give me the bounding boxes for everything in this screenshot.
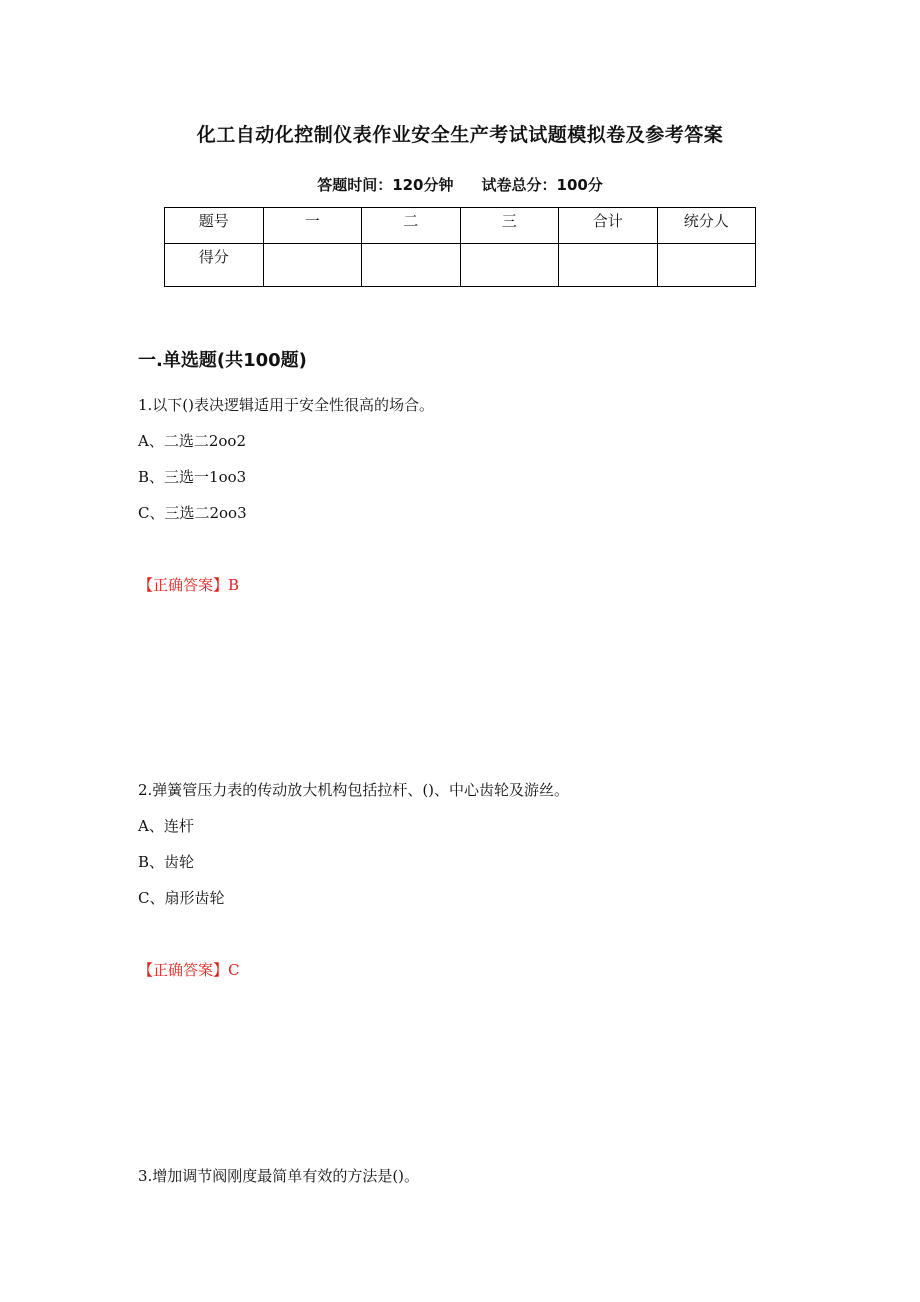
score-row-label: 得分 bbox=[165, 244, 264, 287]
question-option: C、扇形齿轮 bbox=[138, 889, 225, 907]
score-cell bbox=[559, 244, 658, 287]
question-option: A、二选二2oo2 bbox=[138, 432, 246, 450]
score-table bbox=[164, 207, 756, 287]
score-header-cell: 统分人 bbox=[657, 208, 756, 244]
score-cell bbox=[362, 244, 461, 287]
question-option: A、连杆 bbox=[138, 817, 194, 835]
question-option: C、三选二2oo3 bbox=[138, 504, 247, 522]
score-cell bbox=[263, 244, 362, 287]
exam-time: 答题时间：120分钟 bbox=[317, 176, 454, 194]
score-header-cell: 三 bbox=[460, 208, 559, 244]
correct-answer: 【正确答案】C bbox=[138, 961, 240, 979]
correct-answer: 【正确答案】B bbox=[138, 576, 240, 594]
score-header-cell: 合计 bbox=[559, 208, 658, 244]
question-stem: 3.增加调节阀刚度最简单有效的方法是()。 bbox=[138, 1167, 420, 1185]
exam-info bbox=[0, 174, 920, 195]
score-cell bbox=[657, 244, 756, 287]
score-header-cell: 题号 bbox=[165, 208, 264, 244]
score-table-header-row bbox=[165, 208, 756, 244]
question-option: B、齿轮 bbox=[138, 853, 195, 871]
document-title: 化工自动化控制仪表作业安全生产考试试题模拟卷及参考答案 bbox=[196, 124, 724, 146]
score-header-cell: 一 bbox=[263, 208, 362, 244]
score-cell bbox=[460, 244, 559, 287]
question-option: B、三选一1oo3 bbox=[138, 468, 247, 486]
question-stem: 2.弹簧管压力表的传动放大机构包括拉杆、()、中心齿轮及游丝。 bbox=[138, 781, 570, 799]
question-stem: 1.以下()表决逻辑适用于安全性很高的场合。 bbox=[138, 396, 435, 414]
section-title: 一.单选题(共100题) bbox=[138, 350, 307, 371]
score-table-score-row bbox=[165, 244, 756, 287]
score-header-cell: 二 bbox=[362, 208, 461, 244]
exam-total-score: 试卷总分：100分 bbox=[481, 176, 603, 194]
